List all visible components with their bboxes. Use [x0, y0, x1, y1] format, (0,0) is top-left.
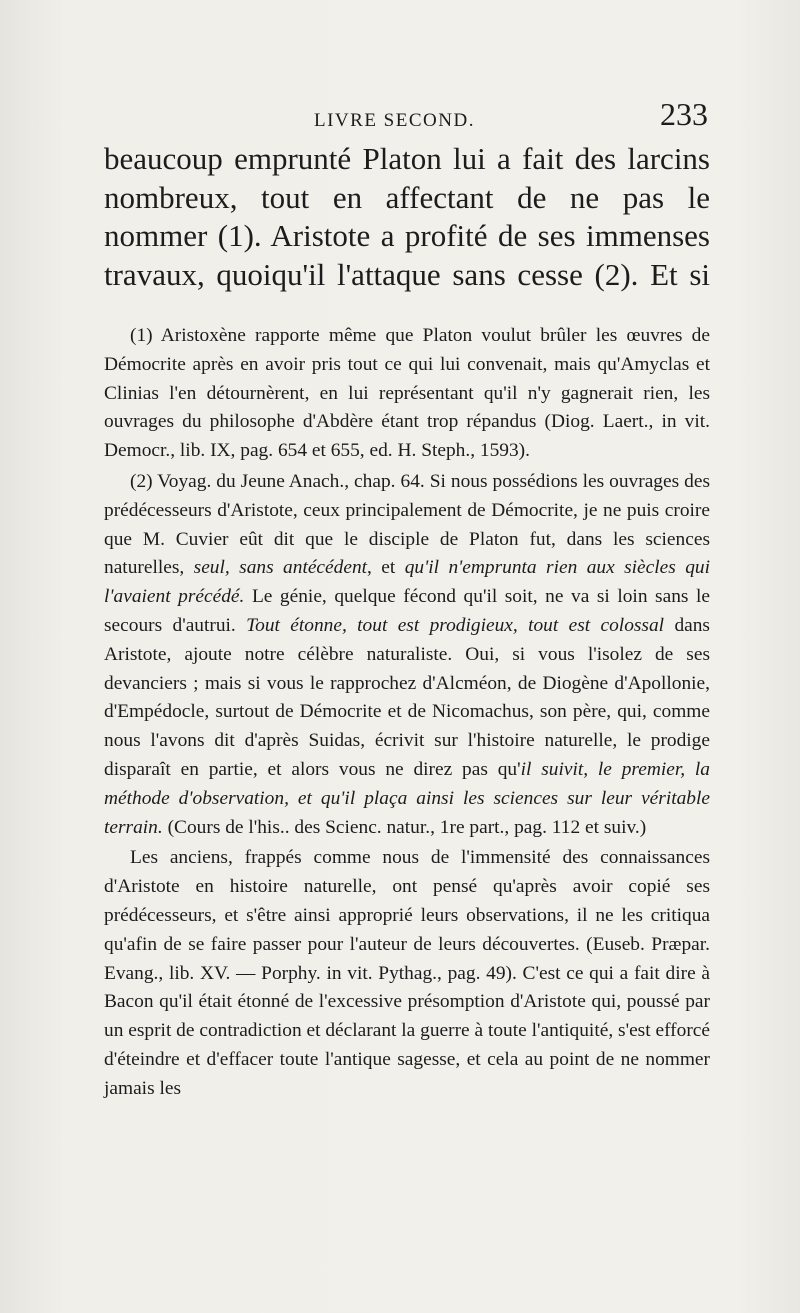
running-title: LIVRE SECOND.	[314, 110, 475, 131]
page-number: 233	[660, 96, 708, 132]
footnote-1: (1) Aristoxène rapporte même que Platon voulut brûler les œuvres de Démocrite après en avoir pris tout ce qui lui convenait, mais qu'Amyclas et Clinias l'en détournèrent, en lui représentant qu'il n'y gagnerait rien, les ouvrages du philosophe d'Abdère étant trop répandus (Diog. Laert., in vit. Democr., lib. IX, pag. 654 et 655, ed. H. Steph., 1593).	[104, 325, 710, 462]
footnote-2-italic-a: seul, sans antécédent	[193, 557, 368, 579]
main-text	[104, 140, 710, 294]
footnote-2-italic-c: Tout étonne, tout est prodigieux, tout est colossal	[246, 614, 665, 636]
footnote-2-italic-d: il suivit, le premier, la méthode d'observation, et qu'il plaça ainsi les sciences sur leur véritable terrain.	[104, 758, 710, 838]
footnote-2-part-d: dans Aristote, ajoute notre célèbre naturaliste. Oui, si vous l'isolez de ses devanciers ; mais si vous le rapprochez d'Alcméon, de Diogène d'Apollonie, d'Empédocle, surtout de Démocrite et de Nicomachus, son père, qui, comme nous l'avons dit d'après Suidas, écrivit sur l'histoire naturelle, le prodige disparaît en partie, et alors vous ne direz pas qu'	[104, 614, 710, 780]
footnote-2-part-a: (2) Voyag. du Jeune Anach., chap. 64. Si nous possédions les ouvrages des prédécesseurs d'Aristote, ceux principalement de Démocrite, je ne puis croire que M. Cuvier eût dit que le disciple de Platon fut, dans les sciences naturelles,	[104, 470, 710, 579]
footnotes	[104, 322, 710, 1104]
main-paragraph: beaucoup emprunté Platon lui a fait des larcins nombreux, tout en affectant de ne pas le nommer (1). Aristote a profité de ses immenses travaux, quoiqu'il l'attaque sans cesse (2). Et si	[104, 141, 710, 292]
footnote-2-continuation: Les anciens, frappés comme nous de l'immensité des connaissances d'Aristote en histoire naturelle, ont pensé qu'après avoir copié ses prédécesseurs, et s'être ainsi approprié leurs observations, il ne les critiqua qu'afin de se faire passer pour l'auteur de leurs découvertes. (Euseb. Præpar. Evang., lib. XV. — Porphy. in vit. Pythag., pag. 49). C'est ce qui a fait dire à Bacon qu'il était étonné de l'excessive présomption d'Aristote qui, poussé par un esprit de contradiction et déclarant la guerre à toute l'antiquité, s'est efforcé d'éteindre et d'effacer toute l'antique sagesse, et cela au point de ne nommer jamais les	[104, 847, 710, 1099]
text-block	[104, 140, 710, 1106]
running-head	[104, 96, 708, 136]
footnote-2-part-c: Le génie, quelque fécond qu'il soit, ne va si loin sans le secours d'autrui.	[104, 586, 710, 636]
footnote-2-part-b: , et	[367, 557, 396, 579]
footnote-2-italic-b: qu'il n'emprunta rien aux siècles qui l'avaient précédé.	[104, 557, 710, 608]
footnote-2-part-e: (Cours de l'his.. des Scienc. natur., 1re part., pag. 112 et suiv.)	[167, 816, 647, 838]
footnote-2	[104, 468, 710, 842]
